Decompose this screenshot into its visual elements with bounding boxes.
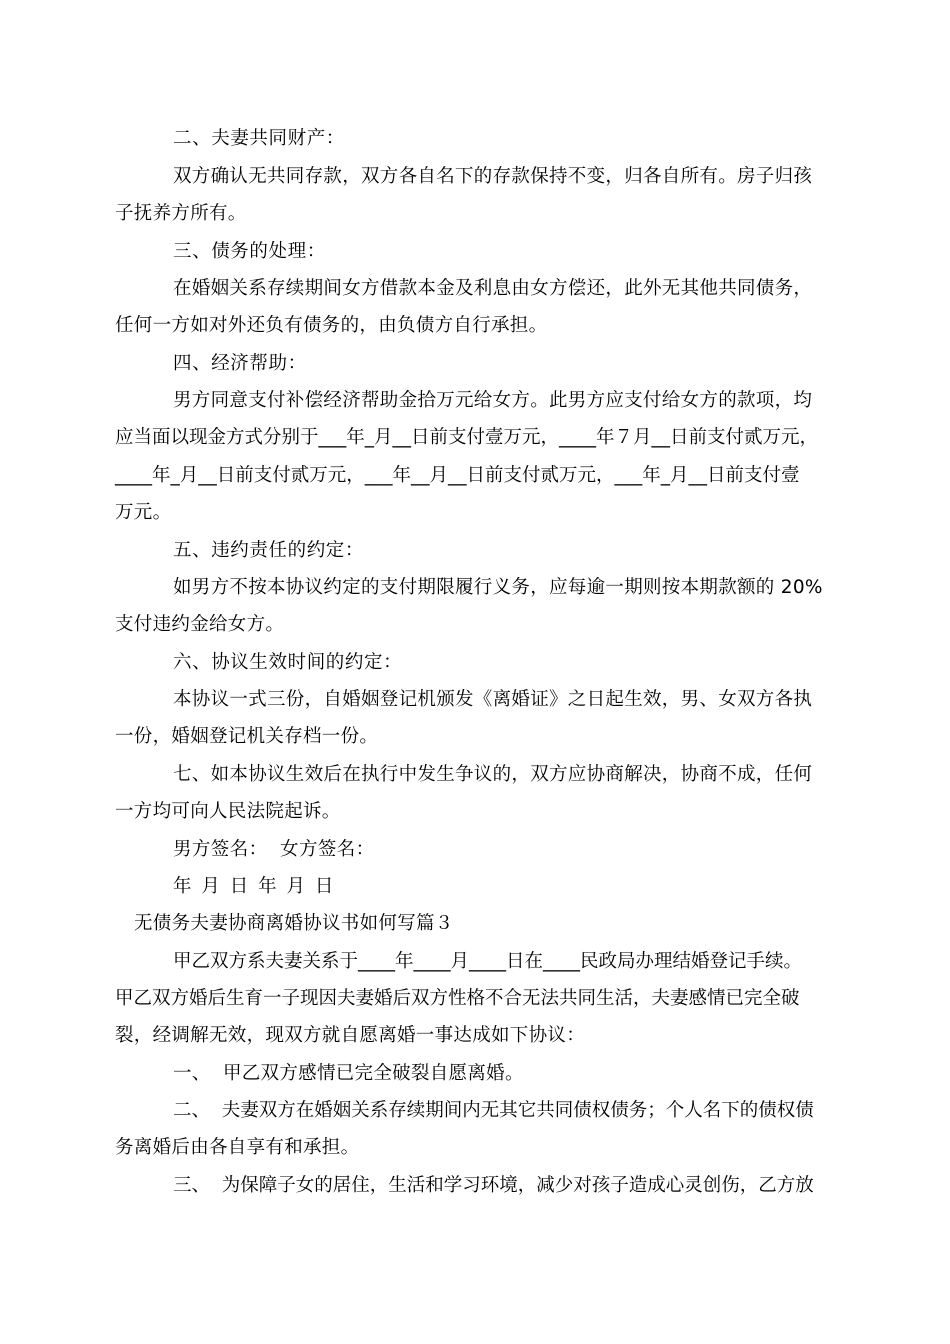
paragraph-line: 子抚养方所有。 (115, 203, 247, 224)
paragraph-line: 任何一方如对外还负有债务的，由负债方自行承担。 (115, 315, 548, 336)
paragraph-line: 男方同意支付补偿经济帮助金拾万元给女方。此男方应支付给女方的款项，均 (173, 390, 813, 411)
section-heading-economic-help: 四、经济帮助： (173, 353, 307, 374)
paragraph-line: 一份，婚姻登记机关存档一份。 (115, 726, 379, 747)
date-line: 年 月 日 年 月 日 (173, 876, 336, 897)
paragraph-line: 应当面以现金方式分别于___年_月__日前支付壹万元，____年７月__日前支付贰万元， (115, 427, 819, 448)
paragraph-line: 甲乙双方婚后生育一子现因夫妻婚后双方性格不合无法共同生活，夫妻感情已完全破 (115, 988, 800, 1009)
section-heading-property: 二、夫妻共同财产： (173, 128, 345, 149)
paragraph-line: 万元。 (115, 502, 172, 523)
paragraph-line: 三、 为保障子女的居住，生活和学习环境，减少对孩子造成心灵创伤，乙方放 (173, 1175, 814, 1196)
paragraph-line: 支付违约金给女方。 (115, 614, 285, 635)
paragraph-line: 一、 甲乙双方感情已完全破裂自愿离婚。 (173, 1063, 524, 1084)
section-heading-effective-time: 六、协议生效时间的约定： (173, 652, 403, 673)
paragraph-line: 本协议一式三份，自婚姻登记机颁发《离婚证》之日起生效，男、女双方各执 (173, 689, 813, 710)
paragraph-line: 七、如本协议生效后在执行中发生争议的，双方应协商解决，协商不成，任何 (173, 764, 813, 785)
article-title: 无债务夫妻协商离婚协议书如何写篇３ (134, 913, 454, 934)
paragraph-line: 二、 夫妻双方在婚姻关系存续期间内无其它共同债权债务；个人名下的债权债 (173, 1100, 814, 1121)
paragraph-line: 在婚姻关系存续期间女方借款本金及利息由女方偿还，此外无其他共同债务， (173, 278, 813, 299)
signature-line: 男方签名： 女方签名： (173, 839, 375, 860)
paragraph-line: 双方确认无共同存款，双方各自名下的存款保持不变，归各自所有。房子归孩 (173, 166, 813, 187)
section-heading-breach: 五、违约责任的约定： (173, 540, 365, 561)
section-heading-debt: 三、债务的处理： (173, 241, 326, 262)
paragraph-line: ____年_月__日前支付贰万元，___年__月__日前支付贰万元，___年_月__日前支付壹 (115, 465, 800, 486)
paragraph-line: 如男方不按本协议约定的支付期限履行义务，应每逾一期则按本期款额的 20% (173, 577, 823, 598)
paragraph-line: 务离婚后由各自享有和承担。 (115, 1137, 360, 1158)
paragraph-line: 一方均可向人民法院起诉。 (115, 801, 341, 822)
paragraph-line: 甲乙双方系夫妻关系于____年____月____日在____民政局办理结婚登记手续。 (173, 951, 803, 972)
paragraph-line: 裂，经调解无效，现双方就自愿离婚一事达成如下协议： (115, 1025, 586, 1046)
